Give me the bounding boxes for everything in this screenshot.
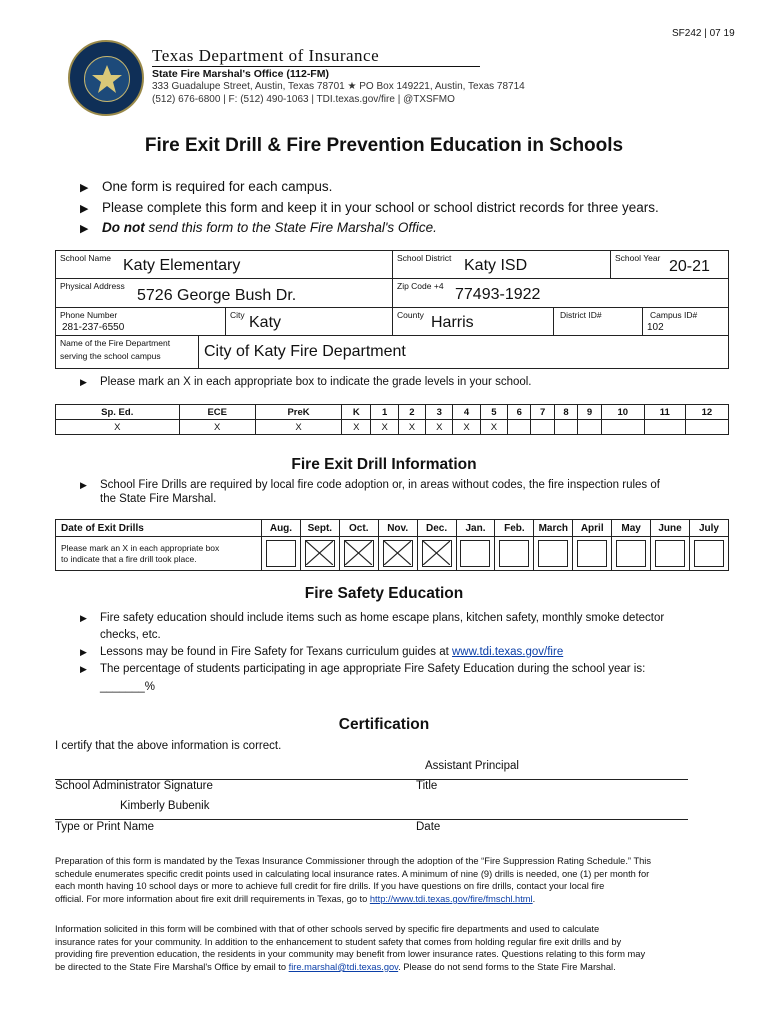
campus-id-value: 102 (647, 322, 664, 333)
x-mark-icon (384, 541, 411, 565)
month-label: April (573, 520, 612, 537)
grade-checkbox[interactable] (644, 420, 685, 435)
zip-code-value: 77493-1922 (455, 286, 541, 303)
drill-checkbox[interactable] (655, 540, 685, 567)
grade-checkbox[interactable]: X (371, 420, 398, 435)
drill-cell (612, 537, 651, 571)
drill-checkbox[interactable] (616, 540, 646, 567)
drill-cell (378, 537, 417, 571)
drill-cell (495, 537, 534, 571)
month-label: Jan. (456, 520, 495, 537)
form-id: SF242 | 07 19 (672, 28, 735, 39)
drill-checkbox[interactable] (344, 540, 374, 567)
footer-paragraph-2: Information solicited in this form will be combined with that of other schools served by specific fire departments and used to calculate insurance rates for your community. In addition to the enhancement to student safety that comes from holding regular fire exit drills and by providing fire prevention education, the residents in your community may benefit from lower insurance rates. Questions relating to this form may be directed to the State Fire Marshal's Office by email to fire.marshal@tdi.texas.gov. Please do not send forms to the State Fire Marshal. (55, 924, 646, 972)
fire-department-value: City of Katy Fire Department (204, 343, 406, 360)
grade-header: 7 (531, 405, 554, 420)
grade-checkbox[interactable] (531, 420, 554, 435)
grade-checkbox[interactable]: X (56, 420, 180, 435)
grade-header: 5 (480, 405, 507, 420)
bullet-arrow-icon: ▶ (80, 223, 89, 235)
grade-header-row (56, 405, 729, 420)
drill-cell (300, 537, 339, 571)
month-label: Nov. (378, 520, 417, 537)
drill-heading: Fire Exit Drill Information (291, 456, 477, 473)
bullet-arrow-icon: ▶ (80, 480, 87, 490)
grade-header: ECE (179, 405, 255, 420)
bullet-arrow-icon: ▶ (80, 613, 87, 623)
drill-header-row (56, 520, 729, 537)
grade-checkbox[interactable] (685, 420, 728, 435)
physical-address-field[interactable]: Physical Address 5726 George Bush Dr. (55, 278, 393, 308)
school-name-field[interactable]: School Name Katy Elementary (55, 250, 393, 279)
education-heading: Fire Safety Education (304, 585, 464, 602)
drill-date-label: Date of Exit Drills (56, 520, 262, 537)
bullet-arrow-icon: ▶ (80, 664, 87, 674)
education-bullet-3: ▶ The percentage of students participating in age appropriate Fire Safety Education during the school year is: (80, 663, 646, 675)
school-year-value: 20-21 (669, 258, 710, 275)
bullet-arrow-icon: ▶ (80, 377, 87, 387)
grade-header: 9 (578, 405, 601, 420)
drill-checkbox[interactable] (499, 540, 529, 567)
grade-header: 6 (508, 405, 531, 420)
month-label: March (534, 520, 573, 537)
intro-bullet-2: ▶ Please complete this form and keep it in your school or school district records for three years. (80, 200, 659, 215)
bullet-arrow-icon: ▶ (80, 182, 89, 194)
x-mark-icon (345, 541, 372, 565)
grade-header: PreK (255, 405, 341, 420)
month-label: July (689, 520, 728, 537)
intro-bullet-3: ▶ Do not send this form to the State Fire Marshal's Office. (80, 220, 437, 235)
drill-cell (651, 537, 690, 571)
fire-dept-divider (198, 336, 199, 368)
grade-checkbox[interactable] (578, 420, 601, 435)
drill-checkbox[interactable] (577, 540, 607, 567)
grade-header: 8 (554, 405, 577, 420)
office-name: State Fire Marshal's Office (112-FM) (152, 68, 329, 80)
education-bullet-2: ▶ Lessons may be found in Fire Safety for Texans curriculum guides at www.tdi.texas.gov/fire (80, 646, 564, 658)
grade-mark-row (56, 420, 729, 435)
month-label: Dec. (417, 520, 456, 537)
x-mark-icon (423, 541, 450, 565)
name-line (55, 819, 688, 820)
month-label: Aug. (262, 520, 301, 537)
signature-label: School Administrator Signature (55, 780, 213, 792)
printed-name-value: Kimberly Bubenik (120, 800, 210, 812)
grade-checkbox[interactable]: X (453, 420, 480, 435)
phone-field[interactable]: Phone Number 281-237-6550 (55, 307, 226, 336)
month-label: Sept. (300, 520, 339, 537)
county-value: Harris (431, 314, 474, 331)
grade-header: 1 (371, 405, 398, 420)
drill-cell (456, 537, 495, 571)
grade-checkbox[interactable]: X (179, 420, 255, 435)
education-bullet-1-cont: checks, etc. (100, 629, 161, 641)
grade-checkbox[interactable] (601, 420, 644, 435)
drill-checkbox[interactable] (383, 540, 413, 567)
district-id-field[interactable]: District ID# (553, 307, 643, 336)
drill-checkbox[interactable] (538, 540, 568, 567)
bullet-arrow-icon: ▶ (80, 647, 87, 657)
fire-drill-link[interactable]: http://www.tdi.texas.gov/fire/fmschl.html (369, 893, 533, 904)
agency-rule (152, 66, 480, 67)
grade-header: 12 (685, 405, 728, 420)
drill-checkbox[interactable] (460, 540, 490, 567)
physical-address-value: 5726 George Bush Dr. (137, 287, 297, 304)
title-label: Title (416, 780, 438, 792)
star-icon (90, 62, 124, 96)
page-title: Fire Exit Drill & Fire Prevention Education in Schools (144, 135, 624, 156)
seal-emblem (84, 56, 130, 102)
drill-instructions: Please mark an X in each appropriate box to indicate that a fire drill took place. (56, 537, 262, 571)
city-value: Katy (249, 314, 282, 331)
x-mark-icon (306, 541, 333, 565)
bullet-arrow-icon: ▶ (80, 203, 89, 215)
grade-header: 10 (601, 405, 644, 420)
drill-cell (573, 537, 612, 571)
grade-header: Sp. Ed. (56, 405, 180, 420)
grade-checkbox[interactable] (508, 420, 531, 435)
drill-note-1: ▶ School Fire Drills are required by local fire code adoption or, in areas without codes, the fire inspection rules of (80, 479, 660, 491)
drill-cell (339, 537, 378, 571)
agency-name: Texas Department of Insurance (152, 46, 380, 65)
grade-checkbox[interactable]: X (342, 420, 371, 435)
grade-checkbox[interactable]: X (426, 420, 453, 435)
fire-department-field[interactable]: Name of the Fire Department serving the school campus City of Katy Fire Department (55, 335, 729, 369)
percentage-input[interactable]: _______% (100, 681, 155, 693)
drill-checkbox[interactable] (266, 540, 296, 567)
grade-header: 4 (453, 405, 480, 420)
school-district-value: Katy ISD (464, 257, 528, 274)
curriculum-link[interactable]: www.tdi.texas.gov/fire (452, 646, 564, 658)
drill-cell (417, 537, 456, 571)
zip-code-field[interactable]: Zip Code +4 77493-1922 (392, 278, 729, 308)
grade-header: 11 (644, 405, 685, 420)
month-label: June (651, 520, 690, 537)
drill-checkbox[interactable] (694, 540, 724, 567)
drill-months-table (55, 519, 729, 571)
drill-cell (689, 537, 728, 571)
grade-header: 2 (398, 405, 425, 420)
education-bullet-1: ▶ Fire safety education should include items such as home escape plans, kitchen safety, monthly smoke detector (80, 612, 665, 624)
drill-cell (534, 537, 573, 571)
school-year-field[interactable]: School Year 20-21 (610, 250, 729, 279)
grade-levels-table (55, 404, 729, 435)
month-label: Oct. (339, 520, 378, 537)
drill-checkbox[interactable] (305, 540, 335, 567)
school-district-field[interactable]: School District Katy ISD (392, 250, 611, 279)
drill-cell (262, 537, 301, 571)
grade-checkbox[interactable]: X (480, 420, 507, 435)
office-contact: (512) 676-6800 | F: (512) 490-1063 | TDI.texas.gov/fire | @TXSFMO (152, 94, 455, 105)
county-field[interactable]: County Harris (392, 307, 554, 336)
phone-value: 281-237-6550 (62, 322, 125, 333)
grade-header: 3 (426, 405, 453, 420)
month-label: Feb. (495, 520, 534, 537)
certification-statement: I certify that the above information is correct. (55, 740, 282, 752)
certification-heading: Certification (338, 716, 430, 733)
footer-paragraph-1: Preparation of this form is mandated by the Texas Insurance Commissioner through the adoption of the “Fire Suppression Rating Schedule.” This schedule enumerates specific credit points used in calculating local insurance rates. A minimum of nine (9) drills is needed, one (1) per month for each month having 10 school days or more to achieve full credit for fire drills. If you have questions on fire drills, contact your local fire official. For more information about fire exit drill requirements in Texas, go to http://www.tdi.texas.gov/fire/fmschl.html. (55, 856, 652, 904)
drill-note-2: the State Fire Marshal. (100, 493, 217, 505)
title-value: Assistant Principal (425, 760, 519, 772)
month-label: May (612, 520, 651, 537)
city-field[interactable]: City Katy (225, 307, 393, 336)
grade-checkbox[interactable]: X (255, 420, 341, 435)
grade-checkbox[interactable] (554, 420, 577, 435)
agency-seal (68, 40, 144, 116)
grade-checkbox[interactable]: X (398, 420, 425, 435)
grade-note: ▶ Please mark an X in each appropriate box to indicate the grade levels in your school. (80, 376, 532, 388)
drill-check-row (56, 537, 729, 571)
intro-bullet-1: ▶ One form is required for each campus. (80, 179, 333, 194)
email-link[interactable]: fire.marshal@tdi.texas.gov (288, 961, 399, 972)
name-label: Type or Print Name (55, 821, 155, 833)
school-name-value: Katy Elementary (123, 257, 241, 274)
office-address: 333 Guadalupe Street, Austin, Texas 78701 ★ PO Box 149221, Austin, Texas 78714 (152, 81, 525, 92)
grade-header: K (342, 405, 371, 420)
campus-id-field[interactable]: Campus ID# 102 (642, 307, 729, 336)
date-label: Date (416, 821, 441, 833)
drill-checkbox[interactable] (422, 540, 452, 567)
